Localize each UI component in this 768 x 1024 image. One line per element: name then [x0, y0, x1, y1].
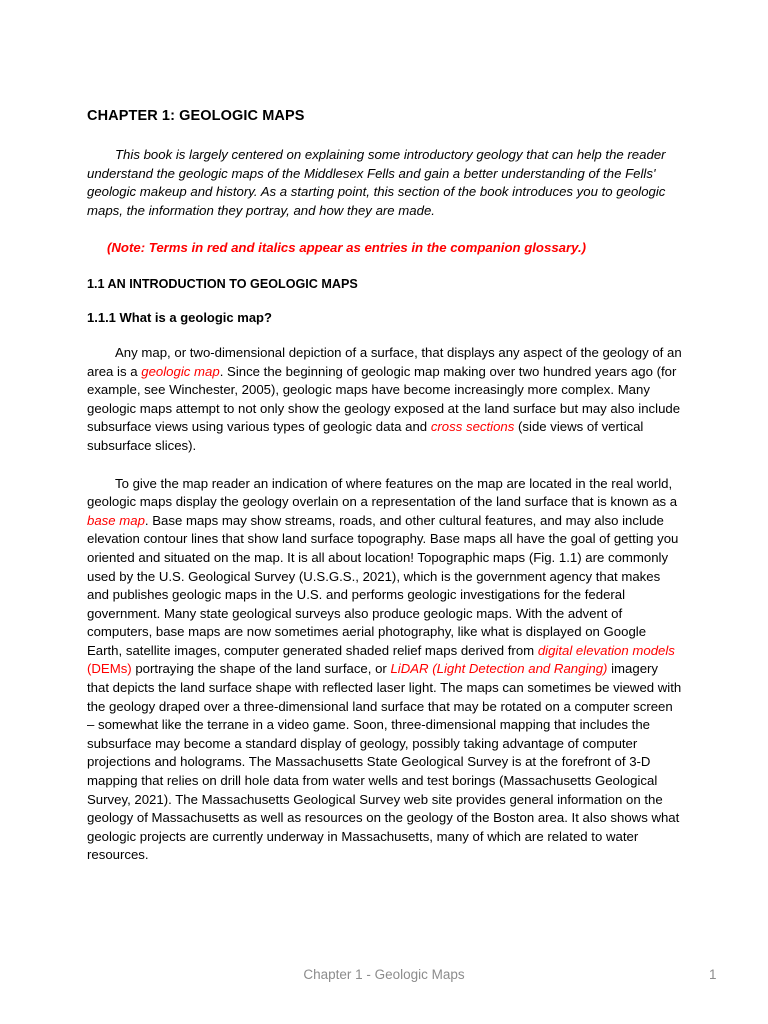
glossary-term-dems: (DEMs): [87, 661, 132, 677]
glossary-term-geologic-map: geologic map: [141, 363, 220, 379]
glossary-note: (Note: Terms in red and italics appear as entries in the companion glossary.): [107, 240, 587, 256]
intro-paragraph: This book is largely centered on explaining some introductory geology that can help the reader understand the geologic maps of the Middlesex Fells and gain a better understanding of the Fells' geologic makeup and history. As a starting point, this section of the book introduces you to geologic maps, the information they portray, and how they are made.: [87, 147, 666, 218]
section-heading: 1.1 AN INTRODUCTION TO GEOLOGIC MAPS: [87, 276, 358, 291]
text-span: (side views of vertical subsurface slices).: [87, 419, 644, 453]
text-span: imagery that depicts the land surface shape with reflected laser light. The maps can sometimes be viewed with the geology draped over a three-dimensional land surface that may be rotated on a computer screen – somewhat like the terrane in a video game. Soon, three-dimensional mapping that includes the subsurface may become a standard display of geology, possibly taking advantage of computer projections and holograms. The Massachusetts State Geological Survey is at the forefront of 3-D mapping that relies on drill hole data from water wells and test borings (Massachusetts Geological Survey, 2021). The Massachusetts Geological Survey web site provides general information on the geology of Massachusetts as well as resources on the geology of the Boston area. It also shows what geologic projects are currently underway in Massachusetts, many of which are related to water resources.: [87, 661, 682, 863]
glossary-term-digital-elevation-models: digital elevation models: [537, 642, 675, 658]
subsection-heading: 1.1.1 What is a geologic map?: [87, 309, 272, 325]
text-span: . Since the beginning of geologic map making over two hundred years ago (for example, see Winchester, 2005), geologic maps have become increasingly more complex. Many geologic maps attempt to not only show the geology exposed at the land surface but may also include subsurface views using various types of geologic data and: [87, 363, 681, 435]
page-number: 1: [709, 967, 717, 982]
text-span: Any map, or two-dimensional depiction of a surface, that displays any aspect of the geology of an area is a: [87, 344, 682, 379]
glossary-term-cross-sections: cross sections: [430, 419, 515, 435]
chapter-title: CHAPTER 1: GEOLOGIC MAPS: [87, 108, 305, 124]
paragraph-1: [87, 344, 683, 456]
paragraph-2: [87, 475, 683, 865]
page-content: [87, 108, 683, 865]
text-span: To give the map reader an indication of where features on the map are located in the real world, geologic maps display the geology overlain on a representation of the land surface that is known as a: [87, 475, 678, 510]
glossary-term-base-map: base map: [87, 512, 145, 528]
text-span: . Base maps may show streams, roads, and other cultural features, and may also include elevation contour lines that show land surface topography. Base maps all have the goal of getting you oriented and situated on the map. It is all about location! Topographic maps (Fig. 1.1) are commonly used by the U.S. Geological Survey (U.S.G.S., 2021), which is the government agency that makes and publishes geologic maps in the U.S. and performs geologic investigations for the federal government. Many state geological surveys also produce geologic maps. With the advent of computers, base maps are now sometimes aerial photography, like what is displayed on Google Earth, satellite images, computer generated shaded relief maps derived from: [87, 512, 679, 658]
footer-title: Chapter 1 - Geologic Maps: [303, 967, 465, 982]
glossary-term-lidar: LiDAR (Light Detection and Ranging): [390, 661, 608, 677]
text-span: portraying the shape of the land surface, or: [131, 661, 391, 677]
